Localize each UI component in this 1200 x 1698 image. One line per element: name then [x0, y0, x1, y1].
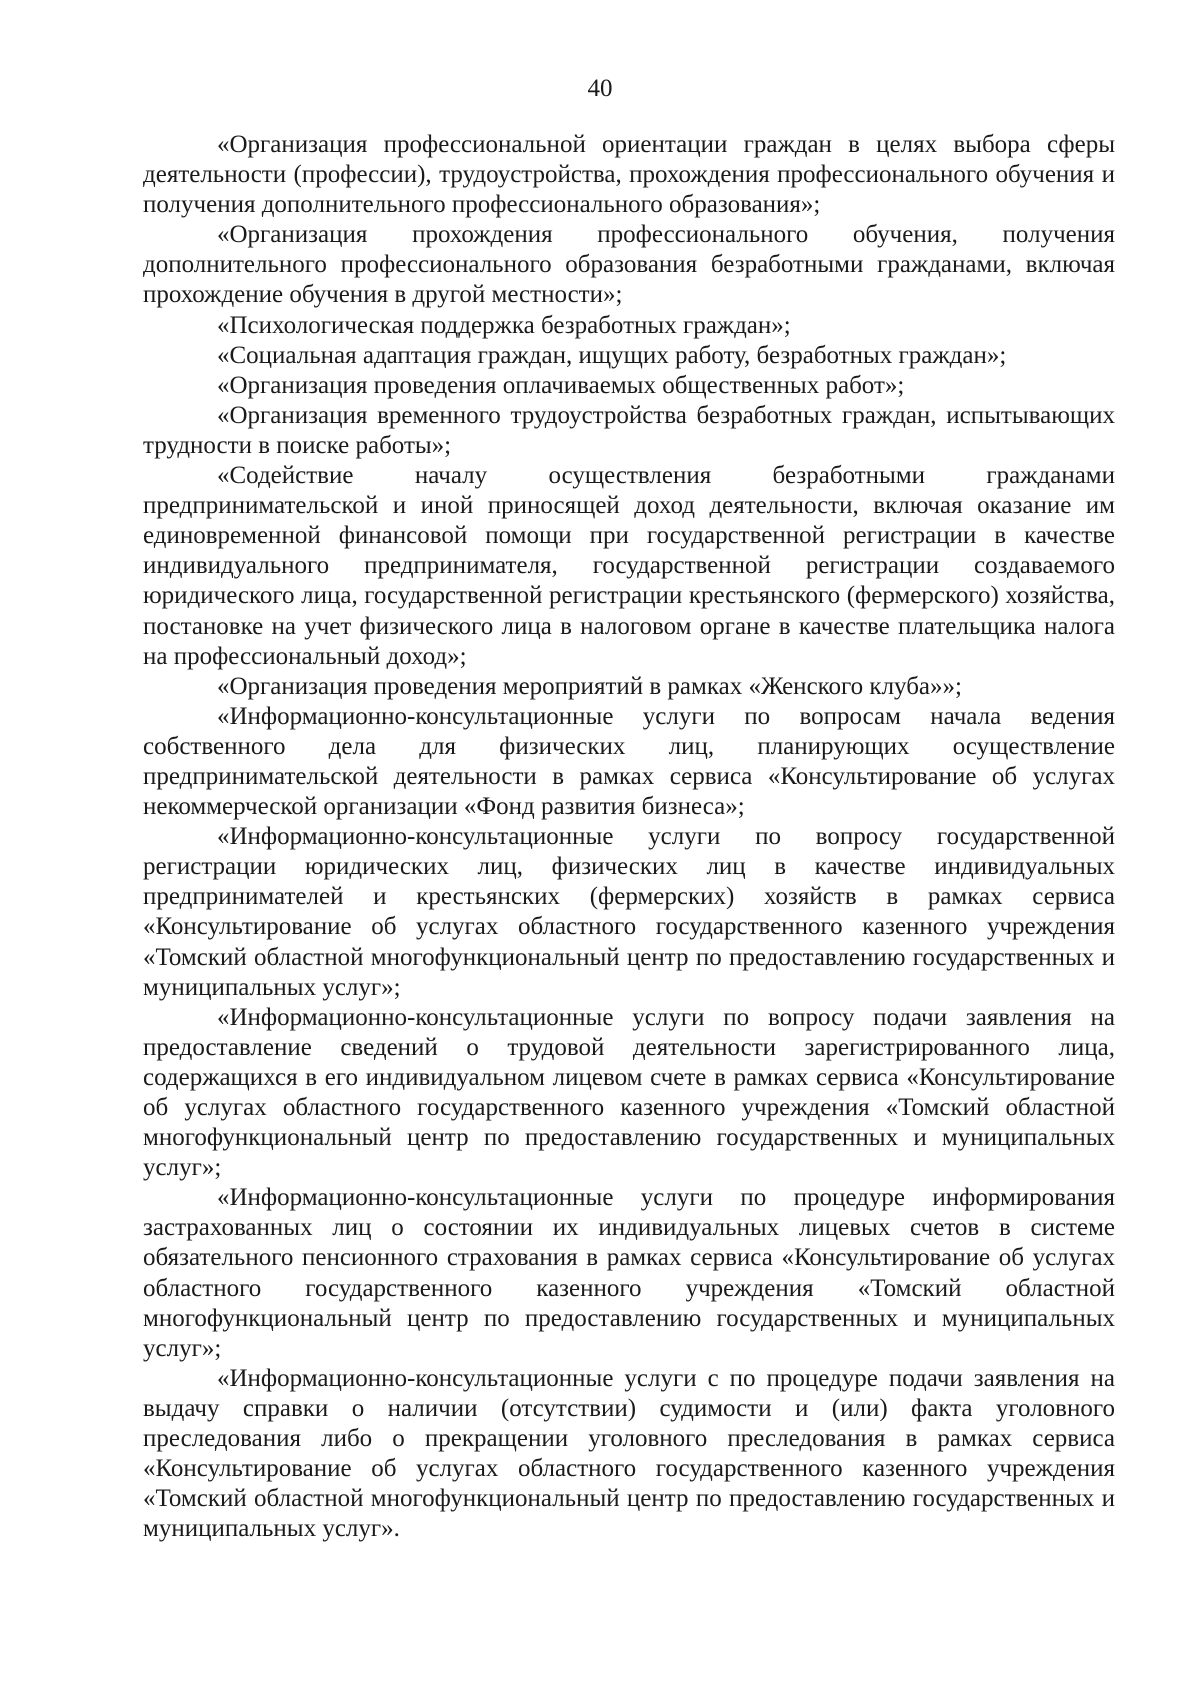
paragraph: «Информационно-консультационные услуги по процедуре информирования застрахованных лиц о состоянии их индивидуальных лицевых счетов в системе обязательного пенсионного страхования в рамках сервиса «Консультирование об услугах областного государственного казенного учреждения «Томский областной многофункциональный центр по предоставлению государственных и муниципальных услуг»;: [143, 1184, 1115, 1362]
paragraph: «Организация прохождения профессионального обучения, получения дополнительного профессионального образования безработными гражданами, включая прохождение обучения в другой местности»;: [143, 221, 1115, 309]
paragraph: «Организация временного трудоустройства безработных граждан, испытывающих трудности в поиске работы»;: [143, 401, 1115, 459]
paragraph: «Организация проведения мероприятий в рамках «Женского клуба»»;: [217, 672, 962, 700]
document-body: [143, 130, 1115, 1544]
paragraph: «Социальная адаптация граждан, ищущих работу, безработных граждан»;: [217, 341, 1007, 369]
paragraph: «Организация профессиональной ориентации граждан в целях выбора сферы деятельности (профессии), трудоустройства, прохождения профессионального обучения и получения дополнительного профессионального образования»;: [143, 131, 1115, 219]
paragraph: «Психологическая поддержка безработных граждан»;: [217, 311, 791, 339]
paragraph: «Организация проведения оплачиваемых общественных работ»;: [217, 371, 905, 399]
paragraph: «Информационно-консультационные услуги с по процедуре подачи заявления на выдачу справки о наличии (отсутствии) судимости и (или) факта уголовного преследования либо о прекращении уголовного преследования в рамках сервиса «Консультирование об услугах областного государственного казенного учреждения «Томский областной многофункциональный центр по предоставлению государственных и муниципальных услуг».: [143, 1364, 1115, 1543]
paragraph: «Содействие началу осуществления безработными гражданами предпринимательской и иной приносящей доход деятельности, включая оказание им единовременной финансовой помощи при государственной регистрации в качестве индивидуального предпринимателя, государственной регистрации создаваемого юридического лица, государственной регистрации крестьянского (фермерского) хозяйства, постановке на учет физического лица в налоговом органе в качестве плательщика налога на профессиональный доход»;: [143, 462, 1115, 670]
paragraph: «Информационно-консультационные услуги по вопросу подачи заявления на предоставление сведений о трудовой деятельности зарегистрированного лица, содержащихся в его индивидуальном лицевом счете в рамках сервиса «Консультирование об услугах областного государственного казенного учреждения «Томский областной многофункциональный центр по предоставлению государственных и муниципальных услуг»;: [143, 1003, 1115, 1182]
paragraph: «Информационно-консультационные услуги по вопросам начала ведения собственного дела для физических лиц, планирующих осуществление предпринимательской деятельности в рамках сервиса «Консультирование об услугах некоммерческой организации «Фонд развития бизнеса»;: [143, 702, 1115, 821]
page-number: 40: [587, 75, 613, 102]
paragraph: «Информационно-консультационные услуги по вопросу государственной регистрации юридических лиц, физических лиц в качестве индивидуальных предпринимателей и крестьянских (фермерских) хозяйств в рамках сервиса «Консультирование об услугах областного государственного казенного учреждения «Томский областной многофункциональный центр по предоставлению государственных и муниципальных услуг»;: [143, 823, 1115, 1001]
